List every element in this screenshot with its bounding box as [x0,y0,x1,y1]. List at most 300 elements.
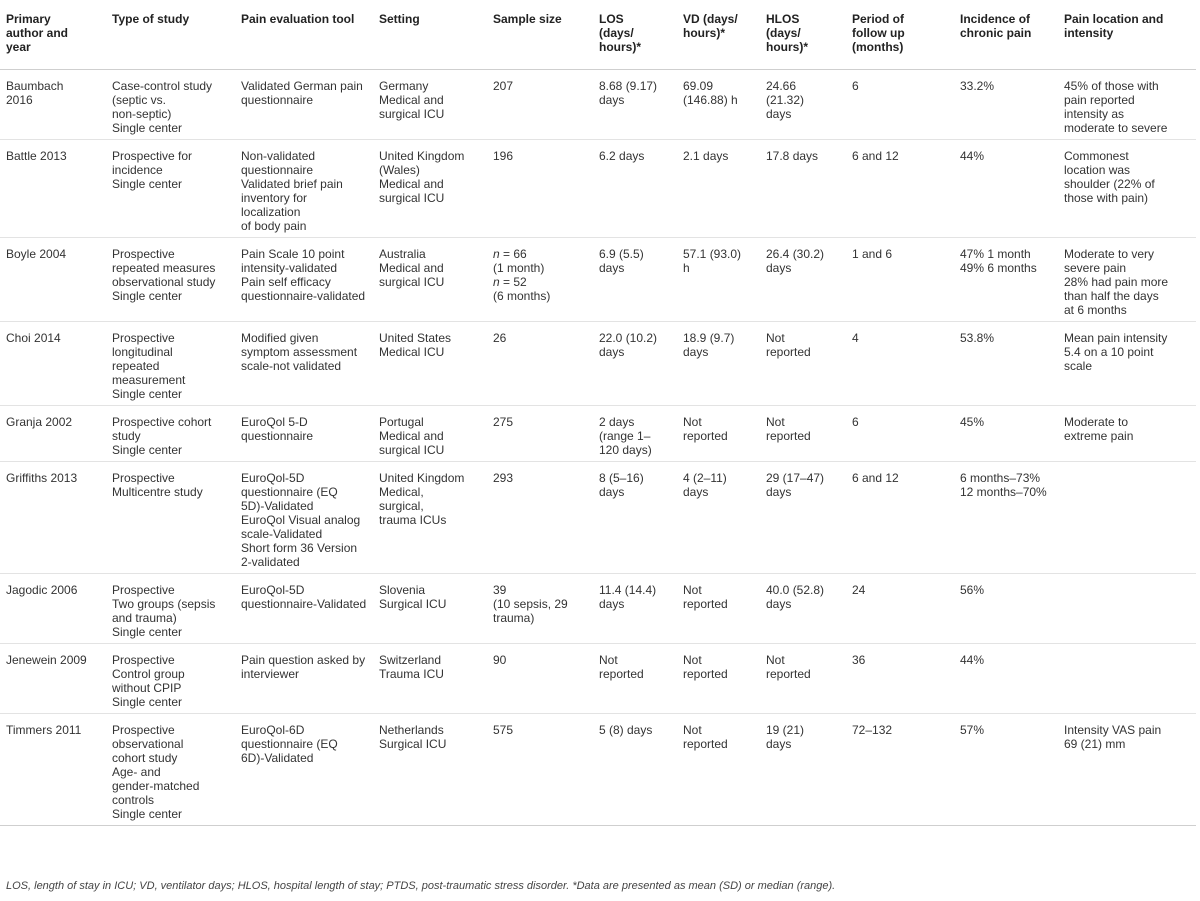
cell-line: Timmers 2011 [6,722,82,737]
cell-period-of-follow-up [846,643,954,713]
cell-line: Granja 2002 [6,414,73,429]
cell-line: EuroQol-6D [241,722,305,737]
cell-setting [373,321,487,405]
cell-vd [677,69,760,139]
cell-period-of-follow-up [846,713,954,825]
header-line: chronic pain [960,26,1032,40]
cell-line: 72–132 [852,722,893,737]
cell-incidence-of-chronic-pain [954,643,1058,713]
table-row [0,405,1196,461]
cell-line: Not [599,652,618,667]
cell-line: 36 [852,652,866,667]
cell-line: 575 [493,722,514,737]
cell-line: Switzerland [379,652,442,667]
cell-vd [677,461,760,573]
cell-line: study [112,428,141,443]
cell-line: at 6 months [1064,302,1127,317]
cell-line: questionnaire (EQ [241,736,338,751]
table-row [0,139,1196,237]
table-row [0,573,1196,643]
cell-line: Non-validated [241,148,316,163]
cell-line: measurement [112,372,186,387]
cell-pain-evaluation-tool [235,321,373,405]
cell-los [593,643,677,713]
cell-line: n = 52 [493,274,527,289]
column-header-incidence-of-chronic-pain [954,0,1058,69]
cell-line: questionnaire (EQ [241,484,338,499]
cell-primary-author-year [0,643,106,713]
cell-line: Single center [112,176,183,191]
header-line: VD (days/ [683,12,738,26]
cell-line: observational [112,736,184,751]
cell-line: 5.4 on a 10 point [1064,344,1154,359]
cell-setting [373,237,487,321]
header-line: Period of [852,12,905,26]
cell-vd [677,405,760,461]
cell-sample-size [487,237,593,321]
cell-pain-evaluation-tool [235,573,373,643]
column-header-type-of-study [106,0,235,69]
cell-primary-author-year [0,69,106,139]
cell-incidence-of-chronic-pain [954,405,1058,461]
cell-line: 6D)-Validated [241,750,314,765]
cell-type-of-study [106,69,235,139]
column-header-hlos [760,0,846,69]
cell-line: controls [112,792,155,807]
cell-primary-author-year [0,321,106,405]
cell-type-of-study [106,713,235,825]
cell-line: 6 [852,78,859,93]
cell-line: 196 [493,148,514,163]
cell-los [593,713,677,825]
cell-line: Medical and [379,176,444,191]
cell-line: 207 [493,78,514,93]
cell-line: 2.1 days [683,148,729,163]
cell-line: 22.0 (10.2) [599,330,658,345]
cell-line: h [683,260,690,275]
cell-hlos [760,69,846,139]
cell-line: reported [766,344,811,359]
cell-sample-size [487,573,593,643]
cell-line: extreme pain [1064,428,1134,443]
table-row [0,643,1196,713]
cell-line: days [683,484,709,499]
cell-line: Short form 36 Version [241,540,358,555]
cell-line: days [599,344,625,359]
column-header-pain-evaluation-tool [235,0,373,69]
column-header-pain-location-intensity [1058,0,1196,69]
header-line: Type of study [112,12,190,26]
header-line: hours)* [599,40,641,54]
cell-hlos [760,321,846,405]
cell-line: Multicentre study [112,484,203,499]
cell-line: 5 (8) days [599,722,653,737]
cell-sample-size [487,405,593,461]
cell-period-of-follow-up [846,237,954,321]
header-line: intensity [1064,26,1114,40]
cell-sample-size [487,321,593,405]
cell-line: reported [766,428,811,443]
cell-line: Prospective [112,722,175,737]
cell-vd [677,573,760,643]
cell-line: Age- and [112,764,161,779]
cell-line: inventory for localization [241,190,308,219]
column-header-period-of-follow-up [846,0,954,69]
cell-vd [677,321,760,405]
column-header-sample-size [487,0,593,69]
cell-line: days [766,260,792,275]
cell-line: 8 (5–16) [599,470,644,485]
cell-line: Prospective for [112,148,193,163]
cell-line: surgical ICU [379,190,445,205]
cell-line: (Wales) [379,162,420,177]
header-line: HLOS [766,12,800,26]
cell-type-of-study [106,405,235,461]
cell-pain-location-intensity [1058,69,1196,139]
cell-line: 12 months–70% [960,484,1047,499]
header-line: (days/ [599,26,634,40]
cell-los [593,321,677,405]
cell-line: Medical, [379,484,424,499]
cell-line: Case-control study [112,78,213,93]
cell-line: questionnaire [241,428,314,443]
cell-line: questionnaire [241,162,314,177]
cell-setting [373,713,487,825]
cell-los [593,139,677,237]
cell-line: Not [766,330,785,345]
cell-line: (6 months) [493,288,551,303]
cell-line: reported [599,666,644,681]
cell-los [593,405,677,461]
cell-los [593,69,677,139]
header-line: Sample size [493,12,562,26]
cell-line: Control group [112,666,185,681]
cell-pain-location-intensity [1058,139,1196,237]
cell-line: (146.88) h [683,92,738,107]
cell-line: Jagodic 2006 [6,582,78,597]
cell-line: those with pain) [1064,190,1149,205]
cell-line: EuroQol 5-D [241,414,308,429]
cell-line: trauma) [493,610,535,625]
cell-line: Medical ICU [379,344,445,359]
cell-line: of body pain [241,218,307,233]
cell-sample-size [487,69,593,139]
header-row [0,0,1196,69]
cell-line: Not [683,582,702,597]
cell-line: 49% 6 months [960,260,1037,275]
cell-line: days [766,596,792,611]
cell-hlos [760,237,846,321]
cell-los [593,237,677,321]
cell-vd [677,713,760,825]
cell-line: intensity-validated [241,260,338,275]
cell-line: Single center [112,442,183,457]
cell-primary-author-year [0,237,106,321]
header-line: year [6,40,31,54]
cell-pain-evaluation-tool [235,139,373,237]
cell-line: 24 [852,582,866,597]
cell-pain-location-intensity [1058,321,1196,405]
cell-line: incidence [112,162,163,177]
cell-period-of-follow-up [846,405,954,461]
cell-line: 2 days [599,414,635,429]
cell-line: Moderate to very [1064,246,1155,261]
n-symbol: n [493,246,500,261]
cell-pain-evaluation-tool [235,69,373,139]
cell-hlos [760,643,846,713]
cell-line: days [766,736,792,751]
cell-line: 53.8% [960,330,995,345]
cell-line: 39 [493,582,507,597]
cell-setting [373,573,487,643]
cell-incidence-of-chronic-pain [954,237,1058,321]
cell-line: 17.8 days [766,148,819,163]
cell-line: Medical and [379,92,444,107]
cell-type-of-study [106,461,235,573]
cell-line: days [599,260,625,275]
cell-line: scale [1064,358,1093,373]
table-row [0,69,1196,139]
cell-setting [373,69,487,139]
cell-line: Single center [112,694,183,709]
cell-period-of-follow-up [846,139,954,237]
cell-line: 90 [493,652,507,667]
header-line: Pain location and [1064,12,1164,26]
cell-line: Modified given [241,330,319,345]
cell-line: Medical and [379,428,444,443]
cell-primary-author-year [0,713,106,825]
cell-line: 45% of those with [1064,78,1159,93]
cell-line: n = 66 [493,246,527,261]
cell-line: Slovenia [379,582,426,597]
cell-line: scale-not validated [241,358,342,373]
n-symbol: n [493,274,500,289]
cell-line: surgical, [379,498,424,513]
cell-pain-evaluation-tool [235,405,373,461]
cell-line: Moderate to [1064,414,1129,429]
cell-line: 29 (17–47) [766,470,825,485]
cell-line: (septic vs. [112,92,167,107]
cell-line: Not [766,414,785,429]
header-line: (days/ [766,26,801,40]
cell-line: Surgical ICU [379,596,447,611]
cell-pain-location-intensity [1058,405,1196,461]
cell-line: 44% [960,652,985,667]
cell-line: 1 and 6 [852,246,893,261]
cell-line: Medical and [379,260,444,275]
cell-line: 18.9 (9.7) [683,330,735,345]
cell-line: observational study [112,274,216,289]
cell-line: reported [766,666,811,681]
cell-line: Netherlands [379,722,444,737]
header-line: author and [6,26,68,40]
cell-line: days [766,484,792,499]
cell-pain-evaluation-tool [235,461,373,573]
header-line: Pain evaluation tool [241,12,355,26]
cell-line: surgical ICU [379,106,445,121]
cell-line: Single center [112,120,183,135]
cell-line: Baumbach [6,78,64,93]
cell-line: surgical ICU [379,442,445,457]
cell-line: repeated measures [112,260,216,275]
cell-line: United Kingdom [379,470,465,485]
header-line: (months) [852,40,904,54]
cell-line: 19 (21) [766,722,805,737]
cell-incidence-of-chronic-pain [954,139,1058,237]
cell-line: days [766,106,792,121]
cell-setting [373,461,487,573]
column-header-los [593,0,677,69]
cell-incidence-of-chronic-pain [954,573,1058,643]
cell-vd [677,139,760,237]
cell-sample-size [487,139,593,237]
cell-line: Validated German pain [241,78,363,93]
cell-line: 4 (2–11) [683,470,727,485]
column-header-setting [373,0,487,69]
cell-line: shoulder (22% of [1064,176,1155,191]
cell-line: Mean pain intensity [1064,330,1168,345]
cell-line: Pain Scale 10 point [241,246,345,261]
cell-line: 47% 1 month [960,246,1031,261]
table-footnote: LOS, length of stay in ICU; VD, ventilator days; HLOS, hospital length of stay; PTDS, post-traumatic stress disorder. *Data are presented as mean (SD) or median (range). [6,880,836,892]
cell-line: 69.09 [683,78,714,93]
cell-type-of-study [106,643,235,713]
cell-line: questionnaire [241,92,314,107]
cell-line: Prospective cohort [112,414,212,429]
cell-line: reported [683,666,728,681]
cell-line: 44% [960,148,985,163]
cell-line: Not [683,414,702,429]
cell-line: questionnaire-Validated [241,596,367,611]
cell-line: 120 days) [599,442,652,457]
cell-pain-evaluation-tool [235,643,373,713]
cell-line: trauma ICUs [379,512,447,527]
cell-incidence-of-chronic-pain [954,461,1058,573]
cell-line: Single center [112,288,183,303]
cell-type-of-study [106,139,235,237]
cell-hlos [760,713,846,825]
cell-line: 6 [852,414,859,429]
cell-line: Trauma ICU [379,666,444,681]
cell-line: 40.0 (52.8) [766,582,825,597]
cell-line: Prospective [112,582,175,597]
cell-line: Pain question asked by [241,652,366,667]
cell-line: reported [683,428,728,443]
cell-primary-author-year [0,573,106,643]
cell-line: EuroQol-5D [241,582,305,597]
cell-line: (range 1– [599,428,651,443]
header-line: LOS [599,12,624,26]
cell-sample-size [487,461,593,573]
cell-line: Not [683,652,702,667]
cell-line: cohort study [112,750,178,765]
cell-line: Prospective [112,652,175,667]
cell-setting [373,643,487,713]
cell-line: non-septic) [112,106,172,121]
cell-line: 26 [493,330,507,345]
table-row [0,321,1196,405]
column-header-primary-author-year [0,0,106,69]
cell-sample-size [487,643,593,713]
cell-line: repeated [112,358,160,373]
cell-line: days [599,92,625,107]
cell-pain-location-intensity [1058,237,1196,321]
cell-line: Prospective [112,246,175,261]
cell-line: reported [683,596,728,611]
cell-line: longitudinal [112,344,173,359]
cell-line: (1 month) [493,260,545,275]
cell-pain-location-intensity [1058,461,1196,573]
cell-line: scale-Validated [241,526,323,541]
header-line: Setting [379,12,420,26]
cell-line: 57.1 (93.0) [683,246,742,261]
cell-line: 24.66 [766,78,797,93]
cell-line: pain reported [1064,92,1135,107]
cell-line: Intensity VAS pain [1064,722,1162,737]
table-body [0,69,1196,825]
cell-line: than half the days [1064,288,1159,303]
cell-line: Germany [379,78,429,93]
header-line: Incidence of [960,12,1031,26]
cell-hlos [760,139,846,237]
cell-incidence-of-chronic-pain [954,713,1058,825]
cell-hlos [760,461,846,573]
cell-pain-evaluation-tool [235,713,373,825]
cell-primary-author-year [0,461,106,573]
cell-line: Single center [112,806,183,821]
cell-primary-author-year [0,405,106,461]
table-row [0,713,1196,825]
table-row [0,461,1196,573]
cell-line: and trauma) [112,610,177,625]
cell-line: 6 and 12 [852,148,899,163]
cell-line: Surgical ICU [379,736,447,751]
cell-pain-location-intensity [1058,713,1196,825]
cell-line: moderate to severe [1064,120,1168,135]
cell-line: 6.9 (5.5) [599,246,644,261]
cell-line: 6 and 12 [852,470,899,485]
header-line: hours)* [683,26,725,40]
cell-line: days [599,484,625,499]
table-header [0,0,1196,69]
cell-los [593,461,677,573]
cell-line: 6.2 days [599,148,645,163]
cell-line: Two groups (sepsis [112,596,216,611]
cell-hlos [760,405,846,461]
cell-line: Griffiths 2013 [6,470,78,485]
cell-line: severe pain [1064,260,1127,275]
cell-period-of-follow-up [846,573,954,643]
cell-line: Portugal [379,414,424,429]
cell-vd [677,643,760,713]
cell-line: 26.4 (30.2) [766,246,825,261]
cell-line: 5D)-Validated [241,498,314,513]
cell-primary-author-year [0,139,106,237]
cell-period-of-follow-up [846,461,954,573]
cell-line: location was [1064,162,1131,177]
cell-los [593,573,677,643]
cell-line: Single center [112,386,183,401]
cell-line: United States [379,330,452,345]
cell-line: 56% [960,582,985,597]
cell-line: interviewer [241,666,300,681]
cell-incidence-of-chronic-pain [954,69,1058,139]
cell-line: 28% had pain more [1064,274,1169,289]
cell-line: Single center [112,624,183,639]
cell-line: gender-matched [112,778,200,793]
cell-line: 6 months–73% [960,470,1041,485]
cell-line: Pain self efficacy [241,274,331,289]
